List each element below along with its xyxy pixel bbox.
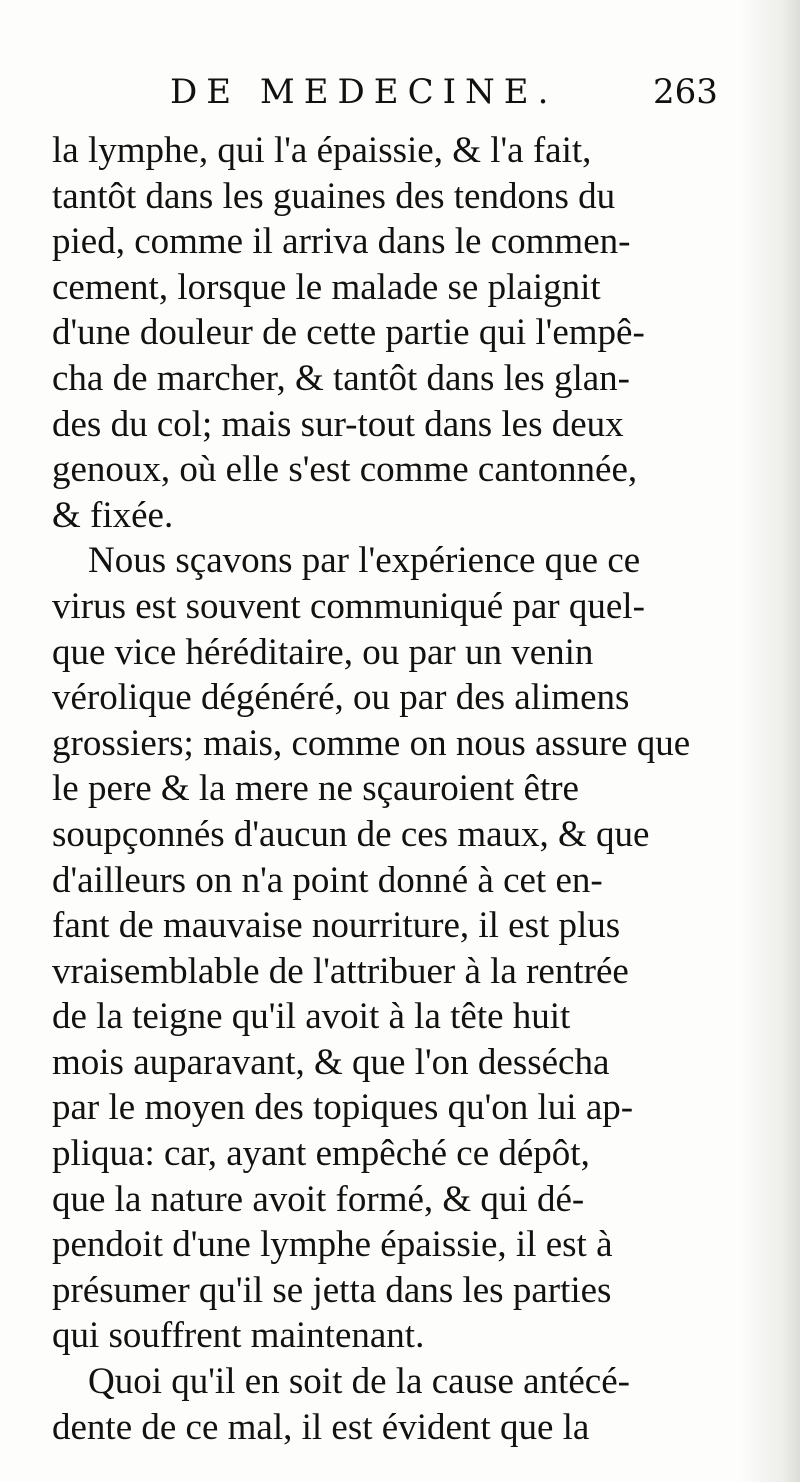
running-title: DE MEDECINE. xyxy=(170,72,558,112)
text-line: pliqua: car, ayant empêché ce dépôt, xyxy=(52,1133,590,1175)
text-line: vérolique dégénéré, ou par des alimens xyxy=(52,677,630,719)
text-line: présumer qu'il se jetta dans les parties xyxy=(52,1269,612,1311)
text-line: le pere & la mere ne sçauroient être xyxy=(52,768,579,810)
text-line: pendoit d'une lymphe épaissie, il est à xyxy=(52,1224,613,1266)
text-line: & fixée. xyxy=(52,494,174,536)
text-line: par le moyen des topiques qu'on lui ap- xyxy=(52,1087,634,1129)
text-line: que la nature avoit formé, & qui dé- xyxy=(52,1178,585,1220)
paragraph-first-line: Nous sçavons par l'expérience que ce xyxy=(88,540,641,582)
text-line: de la teigne qu'il avoit à la tête huit xyxy=(52,996,571,1038)
text-line: soupçonnés d'aucun de ces maux, & que xyxy=(52,813,650,855)
text-line: pied, comme il arriva dans le commen- xyxy=(52,221,631,263)
body-text xyxy=(52,128,752,1450)
text-line: que vice héréditaire, ou par un venin xyxy=(52,631,594,673)
text-line: virus est souvent communiqué par quel- xyxy=(52,585,645,627)
text-line: dente de ce mal, il est évident que la xyxy=(52,1406,590,1448)
text-line: d'ailleurs on n'a point donné à cet en- xyxy=(52,859,603,901)
text-line: d'une douleur de cette partie qui l'empê- xyxy=(52,312,645,354)
text-line: tantôt dans les guaines des tendons du xyxy=(52,175,616,217)
page-number: 263 xyxy=(653,72,718,112)
text-line: genoux, où elle s'est comme cantonnée, xyxy=(52,449,638,491)
text-line: cha de marcher, & tantôt dans les glan- xyxy=(52,357,630,399)
text-line: des du col; mais sur-tout dans les deux xyxy=(52,403,624,445)
text-line: vraisemblable de l'attribuer à la rentrée xyxy=(52,950,629,992)
paragraph-first-line: Quoi qu'il en soit de la cause antécé- xyxy=(88,1361,630,1403)
text-line: cement, lorsque le malade se plaignit xyxy=(52,266,601,308)
text-line: la lymphe, qui l'a épaissie, & l'a fait, xyxy=(52,130,592,171)
text-line: qui souffrent maintenant. xyxy=(52,1315,425,1357)
text-line: fant de mauvaise nourriture, il est plus xyxy=(52,905,621,947)
text-line: grossiers; mais, comme on nous assure que xyxy=(52,722,691,764)
running-head xyxy=(55,70,745,130)
text-line: mois auparavant, & que l'on dessécha xyxy=(52,1041,610,1083)
